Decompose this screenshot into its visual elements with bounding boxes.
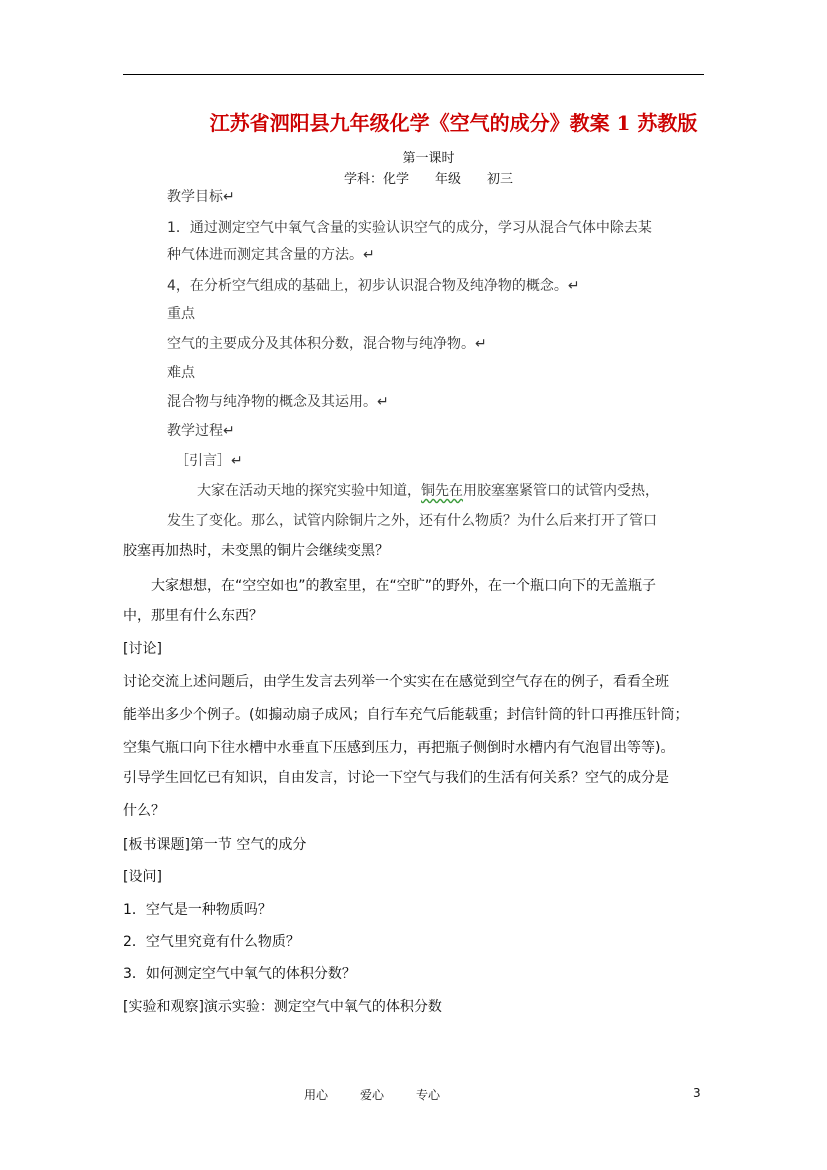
footer-c: 专心 xyxy=(416,1088,441,1102)
body-line: 什么？ xyxy=(123,803,165,819)
intro-line-2: 发生了变化。那么，试管内除铜片之外，还有什么物质？为什么后来打开了管口 xyxy=(167,513,657,529)
intro-line-1 xyxy=(197,480,659,500)
text-line: 教学过程↵ xyxy=(167,423,235,439)
body-line: [板书课题]第一节 空气的成分 xyxy=(123,837,307,853)
body-line: 2．空气里究竟有什么物质？ xyxy=(123,934,300,950)
text-line: 4，在分析空气组成的基础上，初步认识混合物及纯净物的概念。↵ xyxy=(167,278,580,294)
body-line: 1．空气是一种物质吗？ xyxy=(123,902,272,918)
body-line: 3．如何测定空气中氧气的体积分数？ xyxy=(123,966,356,982)
lesson-label: 第一课时 xyxy=(402,151,455,166)
text-line: 种气体进而测定其含量的方法。↵ xyxy=(167,247,375,263)
text-line: 难点 xyxy=(167,365,195,381)
body-line: [讨论] xyxy=(123,641,162,657)
text-line: 教学目标↵ xyxy=(167,189,235,205)
text-line: 空气的主要成分及其体积分数，混合物与纯净物。↵ xyxy=(167,336,487,352)
intro-marked: 铜先在 xyxy=(421,483,463,499)
body-line: 讨论交流上述问题后，由学生发言去列举一个实实在在感觉到空气存在的例子，看看全班 xyxy=(123,674,669,690)
body-line: 能举出多少个例子。(如搧动扇子成风；自行车充气后能载重；封信针筒的针口再推压针筒； xyxy=(123,707,689,723)
footer-a: 用心 xyxy=(304,1088,329,1102)
text-line: ［引言］↵ xyxy=(175,453,243,469)
text-line: 1．通过测定空气中氧气含量的实验认识空气的成分，学习从混合气体中除去某 xyxy=(167,220,652,236)
intro-before: 大家在活动天地的探究实验中知道， xyxy=(197,483,421,499)
body-line: [设问] xyxy=(123,869,162,885)
body-line: 空集气瓶口向下往水槽中水垂直下压感到压力，再把瓶子侧倒时水槽内有气泡冒出等等)。 xyxy=(123,740,675,756)
grade: 初三 xyxy=(487,172,514,187)
page-number: 3 xyxy=(693,1086,701,1100)
document-title: 江苏省泗阳县九年级化学《空气的成分》教案 1 苏教版 xyxy=(209,111,698,135)
header-rule xyxy=(123,74,704,75)
body-line: 中，那里有什么东西？ xyxy=(123,608,263,624)
text-line: 混合物与纯净物的概念及其运用。↵ xyxy=(167,394,389,410)
subject-line xyxy=(0,168,827,187)
intro-line-3: 胶塞再加热时，未变黑的铜片会继续变黑？ xyxy=(123,543,389,559)
body-line: 引导学生回忆已有知识，自由发言，讨论一下空气与我们的生活有何关系？空气的成分是 xyxy=(123,770,669,786)
body-line: [实验和观察]演示实验：测定空气中氧气的体积分数 xyxy=(123,999,442,1015)
text-line: 重点 xyxy=(167,306,195,322)
intro-after: 用胶塞塞紧管口的试管内受热， xyxy=(463,483,659,499)
page-footer xyxy=(304,1086,440,1103)
footer-b: 爱心 xyxy=(360,1088,385,1102)
body-line: 大家想想，在“空空如也”的教室里，在“空旷”的野外，在一个瓶口向下的无盖瓶子 xyxy=(151,578,657,594)
grade-label: 年级 xyxy=(434,172,461,187)
subject: 学科：化学 xyxy=(343,172,409,187)
